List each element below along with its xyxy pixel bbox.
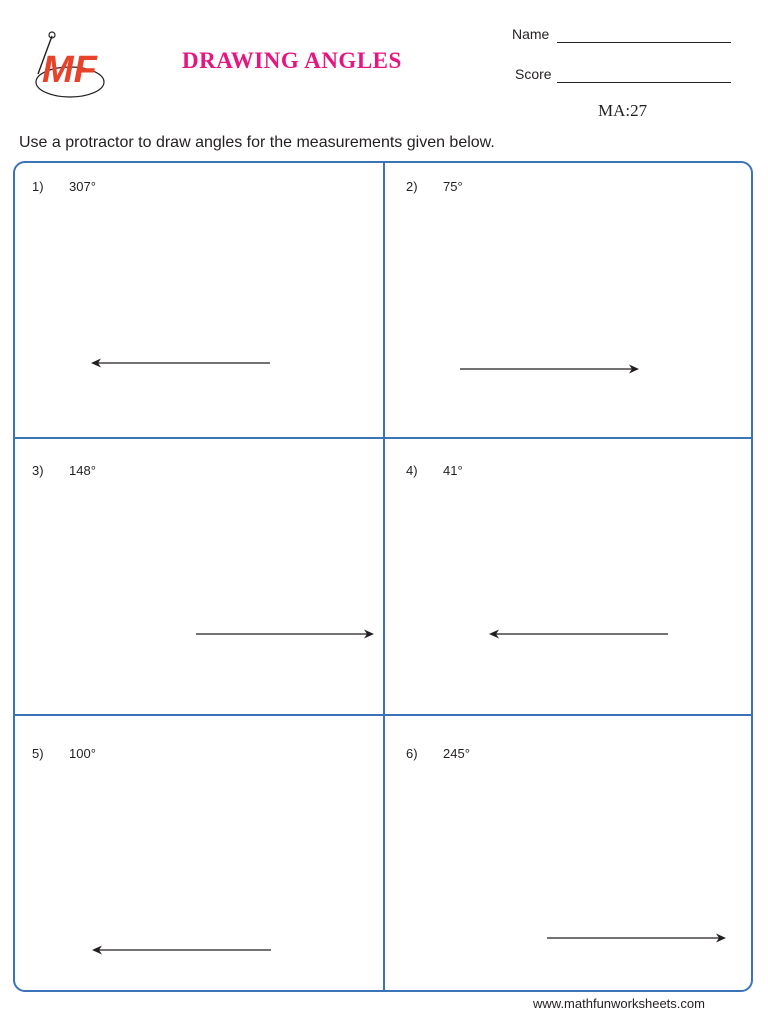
ray-arrow <box>89 944 279 956</box>
footer-url[interactable]: www.mathfunworksheets.com <box>533 996 705 1011</box>
problem-number: 6) <box>406 746 418 761</box>
problem-angle: 75° <box>443 179 463 194</box>
ray-arrow <box>543 932 733 944</box>
ray-arrow <box>192 628 382 640</box>
ray-arrow <box>88 357 278 369</box>
grid-divider-vertical <box>383 163 385 990</box>
worksheet-title: DRAWING ANGLES <box>182 48 402 73</box>
problem-number: 5) <box>32 746 44 761</box>
problem-angle: 100° <box>69 746 96 761</box>
problem-number: 3) <box>32 463 44 478</box>
problem-angle: 307° <box>69 179 96 194</box>
ray-arrow <box>486 628 676 640</box>
problem-angle: 148° <box>69 463 96 478</box>
grid-divider-horizontal <box>15 437 751 439</box>
problem-number: 1) <box>32 179 44 194</box>
score-field[interactable] <box>557 82 731 83</box>
grid-divider-horizontal <box>15 714 751 716</box>
logo-text: MF <box>42 49 97 91</box>
logo <box>30 28 110 102</box>
worksheet-code: MA:27 <box>598 101 648 120</box>
problem-angle: 245° <box>443 746 470 761</box>
problem-grid <box>13 161 753 992</box>
ray-arrow <box>456 363 646 375</box>
score-label: Score <box>515 66 552 82</box>
problem-number: 4) <box>406 463 418 478</box>
instructions: Use a protractor to draw angles for the measurements given below. <box>19 134 495 151</box>
name-label: Name <box>512 26 550 42</box>
problem-number: 2) <box>406 179 418 194</box>
name-field[interactable] <box>557 42 731 43</box>
problem-angle: 41° <box>443 463 463 478</box>
